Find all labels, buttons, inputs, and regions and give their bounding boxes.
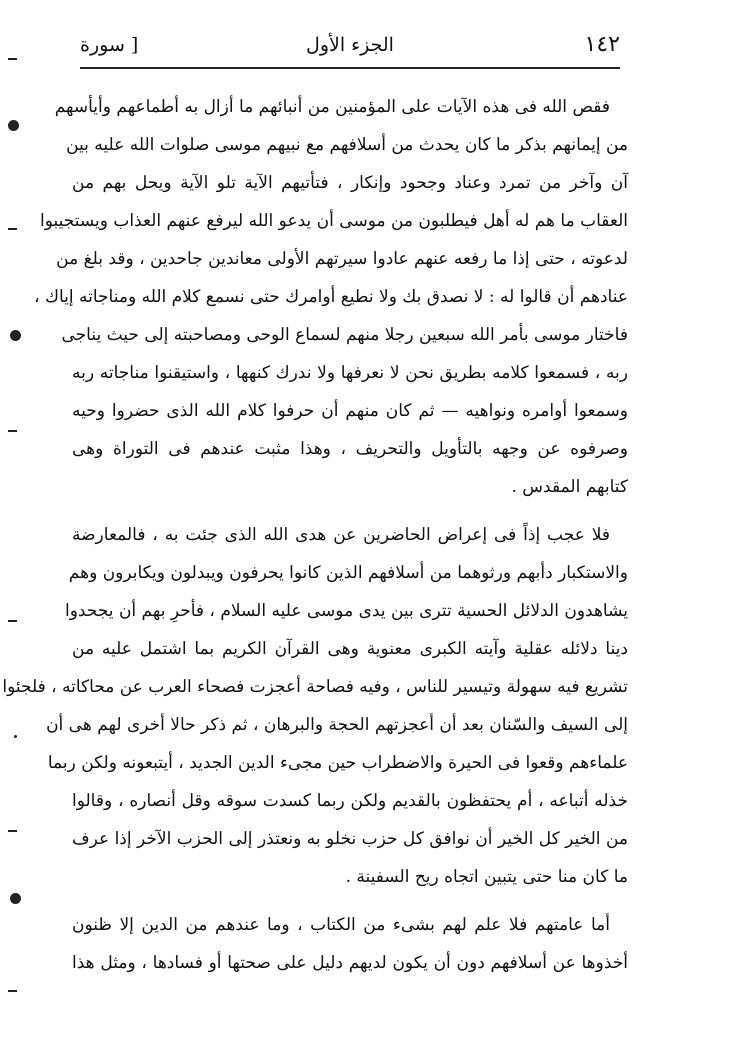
- text-line: ربه ، فسمعوا كلامه بطريق نحن لا نعرفها ولا ندرك كنهها ، واستيقنوا مناجاته ربه: [72, 363, 628, 383]
- text-line: تشريع فيه سهولة وتيسير للناس ، وفيه فصاحة أعجزت فصحاء العرب عن محاكاته ، فلجئوا: [2, 677, 628, 697]
- text-line: والاستكبار دأبهم ورثوهما من أسلافهم الذين كانوا يحرفون ويبدلون ويكابرون وهم: [68, 563, 628, 583]
- surah-label: [ سورة: [80, 34, 139, 56]
- header-rule: [80, 67, 620, 69]
- text-line: لدعوته ، حتى إذا ما رفعه عنهم عادوا سيرتهم الأولى معاندين جاحدين ، وقد بلغ من: [56, 249, 628, 269]
- scan-mark: [8, 120, 19, 131]
- text-line: إلى السيف والسّنان بعد أن أعجزتهم الحجة والبرهان ، ثم ذكر حالا أخرى لهم هى أن: [46, 715, 628, 735]
- text-line: من الخير كل الخير أن نوافق كل حزب نخلو به ونعتذر إلى الحزب الآخر إذا عرف: [72, 829, 628, 849]
- text-line: وصرفوه عن وجهه بالتأويل والتحريف ، وهذا مثبت عندهم فى التوراة وهى: [72, 439, 628, 459]
- scan-mark: [8, 620, 17, 622]
- text-line: دينا دلائله عقلية وآيته الكبرى معنوية وهى القرآن الكريم بما اشتمل عليه من: [72, 639, 628, 659]
- text-line: فلا عجب إذاً فى إعراض الحاضرين عن هدى الله الذى جئت به ، فالمعارضة: [72, 525, 610, 545]
- page-body: [2, 88, 628, 982]
- scan-mark: [14, 735, 17, 738]
- scan-mark: [8, 830, 17, 832]
- text-line: علماءهم وقعوا فى الحيرة والاضطراب حين مجىء الدين الجديد ، أيتبعونه ولكن ربما: [47, 753, 628, 773]
- text-line: يشاهدون الدلائل الحسية تترى بين يدى موسى عليه السلام ، فأحرِ بهم أن يجحدوا: [65, 601, 628, 621]
- text-line: فاختار موسى بأمر الله سبعين رجلا منهم لسماع الوحى ومصاحبته إلى حيث يناجى: [61, 325, 628, 345]
- text-line: أما عامتهم فلا علم لهم بشىء من الكتاب ، وما عندهم من الدين إلا ظنون: [72, 915, 610, 935]
- scan-mark: [8, 228, 17, 230]
- text-line: أخذوها عن أسلافهم دون أن يكون لديهم دليل على صحتها أو فسادها ، ومثل هذا: [72, 953, 628, 973]
- text-line: فقص الله فى هذه الآيات على المؤمنين من أنبائهم ما أزال به أطماعهم وأيأسهم: [54, 97, 610, 117]
- text-line: عنادهم أن قالوا له : لا نصدق بك ولا نطيع أوامرك حتى نسمع كلام الله ومناجاته إياك ،: [34, 287, 628, 307]
- text-line: خذله أتباعه ، أم يحتفظون بالقديم ولكن ربما كسدت سوقه وقل أنصاره ، وقالوا: [72, 791, 628, 811]
- text-line: من إيمانهم بذكر ما كان يحدث من أسلافهم مع نبيهم موسى صلوات الله عليه بين: [66, 135, 628, 155]
- scan-mark: [8, 58, 17, 60]
- scan-mark: [10, 330, 21, 341]
- part-title: الجزء الأول: [306, 34, 394, 56]
- page-number: ١٤٢: [584, 32, 620, 57]
- text-line: العقاب ما هم له أهل فيطلبون من موسى أن يدعو الله ليرفع عنهم العذاب ويستجيبوا: [40, 211, 628, 231]
- page-header: [80, 32, 620, 66]
- scan-mark: [8, 990, 17, 992]
- text-line: وسمعوا أوامره ونواهيه — ثم كان منهم أن حرفوا كلام الله الذى حضروا وحيه: [72, 401, 628, 421]
- scan-mark: [8, 430, 17, 432]
- scan-mark: [10, 893, 21, 904]
- text-line: آن وآخر من تمرد وعناد وجحود وإنكار ، فتأتيهم الآية تلو الآية ويحل بهم من: [72, 173, 628, 193]
- text-line: ما كان منا حتى يتبين اتجاه ريح السفينة .: [345, 867, 628, 887]
- text-line: كتابهم المقدس .: [511, 477, 628, 497]
